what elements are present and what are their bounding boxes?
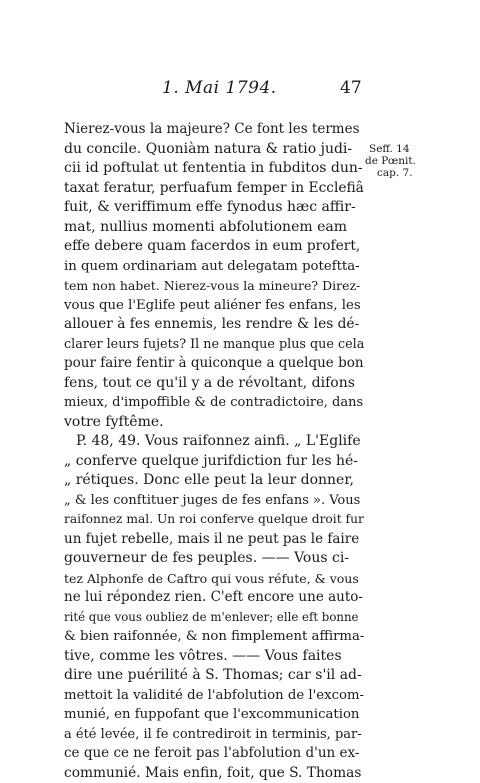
text-line: ne lui répondez rien. C'eft encore une auto- (64, 588, 364, 608)
text-line: allouer à fes ennemis, les rendre & les dé- (64, 315, 364, 335)
text-line: mettoit la validité de l'abfolution de l'excom- (64, 686, 364, 706)
text-line: vous que l'Eglife peut aliéner fes enfans, les (64, 296, 364, 316)
text-line: taxat feratur, perfuafum femper in Ecclefiâ (64, 179, 364, 199)
text-line: clarer leurs fujets? Il ne manque plus que cela (64, 335, 364, 355)
text-line: „ rétiques. Donc elle peut la leur donner, (64, 471, 364, 491)
page-header (0, 78, 480, 100)
text-line: in quem ordinariam aut delegatam poteftta- (64, 257, 364, 277)
text-line: „ conferve quelque jurifdiction fur les hé- (64, 452, 364, 472)
margin-note-line: Seff. 14 (363, 143, 433, 155)
text-line: mieux, d'impoffible & de contradictoire, dans (64, 393, 364, 413)
text-line: a été levée, il fe contrediroit in terminis, par- (64, 725, 364, 745)
text-line: du concile. Quoniàm natura & ratio judi- (64, 140, 364, 160)
text-line: votre fyftême. (64, 413, 364, 433)
text-line: tive, comme les vôtres. —— Vous faites (64, 647, 364, 667)
text-line: Nierez-vous la majeure? Ce font les termes (64, 120, 364, 140)
text-line: pour faire fentir à quiconque a quelque bon (64, 354, 364, 374)
text-line: communié. Mais enfin, foit, que S. Thomas (64, 764, 364, 783)
text-line: munié, en fuppofant que l'excommunication (64, 705, 364, 725)
text-line: dire une puérilité à S. Thomas; car s'il ad- (64, 666, 364, 686)
text-line: gouverneur de fes peuples. —— Vous ci- (64, 549, 364, 569)
running-head: 1. Mai 1794. (162, 78, 277, 98)
page-number: 47 (340, 78, 362, 98)
text-line: fens, tout ce qu'il y a de révoltant, difons (64, 374, 364, 394)
margin-note-line: cap. 7. (363, 167, 433, 179)
text-line: raifonnez mal. Un roi conferve quelque droit fur (64, 510, 364, 530)
text-line: fuit, & veriffimum effe fynodus hæc affir- (64, 198, 364, 218)
text-line: P. 48, 49. Vous raifonnez ainfi. „ L'Eglife (64, 432, 364, 452)
text-line: tez Alphonfe de Caftro qui vous réfute, & vous (64, 569, 364, 589)
text-line: un fujet rebelle, mais il ne peut pas le faire (64, 530, 364, 550)
text-line: rité que vous oubliez de m'enlever; elle eft bonne (64, 608, 364, 628)
margin-note-line: de Pœnit. (363, 155, 433, 167)
text-line: tem non habet. Nierez-vous la mineure? Direz- (64, 276, 364, 296)
text-line: mat, nullius momenti abfolutionem eam (64, 218, 364, 238)
text-line: & bien raifonnée, & non fimplement affirma- (64, 627, 364, 647)
margin-note (363, 143, 433, 179)
text-line: „ & les conftituer juges de fes enfans ». Vous (64, 491, 364, 511)
text-line: cii id poftulat ut fententia in fubditos dun- (64, 159, 364, 179)
text-line: ce que ce ne feroit pas l'abfolution d'un ex- (64, 744, 364, 764)
body-text (64, 120, 364, 783)
text-line: effe debere quam facerdos in eum profert, (64, 237, 364, 257)
